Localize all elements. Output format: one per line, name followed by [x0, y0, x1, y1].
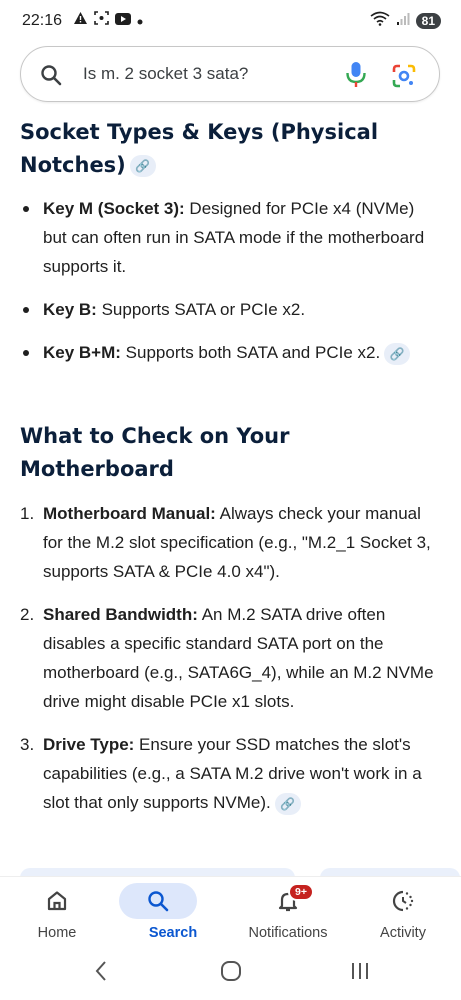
ai-overview-content — [0, 108, 461, 868]
section-heading-socket-types: Socket Types & Keys (Physical Notches) 🔗 — [20, 120, 379, 177]
link-icon[interactable]: 🔗 — [384, 343, 410, 365]
status-time: 22:16 — [22, 12, 63, 29]
nav-notifications[interactable] — [238, 877, 338, 949]
nav-home[interactable] — [7, 877, 107, 949]
list-item: 1. Motherboard Manual: Always check your manual for the M.2 slot specification (e.g., "M.2_1 Socket 3, supports SATA & PCIe 4.0 x4"). — [20, 504, 431, 581]
dot-icon — [137, 12, 143, 28]
link-icon[interactable]: 🔗 — [130, 155, 156, 177]
link-icon[interactable]: 🔗 — [275, 793, 301, 815]
voice-search-mic-icon[interactable] — [345, 61, 367, 94]
socket-types-list — [20, 194, 440, 381]
search-icon — [39, 63, 63, 92]
nav-search-label: Search — [148, 925, 198, 941]
nav-activity[interactable] — [353, 877, 453, 949]
bottom-navigation — [0, 876, 461, 949]
recent-apps-icon[interactable] — [349, 960, 371, 987]
list-item: Key M (Socket 3): Designed for PCIe x4 (NVMe) but can often run in SATA mode if the motherboard supports it. — [20, 194, 440, 281]
screenshot-icon — [94, 11, 109, 28]
youtube-icon — [115, 12, 131, 28]
list-item: 2. Shared Bandwidth: An M.2 SATA drive often disables a specific standard SATA port on the motherboard (e.g., SATA6G_4), while an M.2 NVMe drive might disable PCIe x1 slots. — [20, 605, 434, 711]
home-button-icon[interactable] — [219, 959, 243, 988]
status-bar — [0, 0, 461, 40]
search-icon — [119, 883, 197, 919]
home-icon — [33, 883, 81, 919]
list-item: Key B+M: Supports both SATA and PCIe x2. 🔗 — [20, 338, 440, 367]
status-notification-icons — [73, 11, 143, 28]
search-bar[interactable] — [20, 46, 440, 102]
list-item: 3. Drive Type: Ensure your SSD matches the slot's capabilities (e.g., a SATA M.2 drive won't work in a slot that only supports NVMe). 🔗 — [20, 730, 440, 817]
nav-notifications-label: Notifications — [248, 925, 328, 941]
activity-icon — [379, 883, 427, 919]
signal-icon — [396, 12, 410, 31]
system-navigation-bar — [0, 948, 461, 1000]
wifi-icon — [370, 11, 390, 31]
status-system-icons — [370, 11, 441, 31]
list-item: Key B: Supports SATA or PCIe x2. — [20, 295, 440, 324]
search-input[interactable]: Is m. 2 socket 3 sata? — [83, 64, 249, 83]
back-icon[interactable] — [93, 960, 109, 987]
nav-home-label: Home — [37, 925, 77, 941]
google-lens-icon[interactable] — [391, 63, 417, 94]
nav-search[interactable] — [123, 877, 223, 949]
notification-badge: 9+ — [288, 883, 314, 901]
warning-icon — [73, 11, 88, 28]
nav-activity-label: Activity — [380, 925, 426, 941]
motherboard-check-list — [20, 499, 440, 831]
battery-indicator: 81 — [416, 13, 441, 29]
section-heading-motherboard-check: What to Check on Your Motherboard — [20, 424, 290, 481]
